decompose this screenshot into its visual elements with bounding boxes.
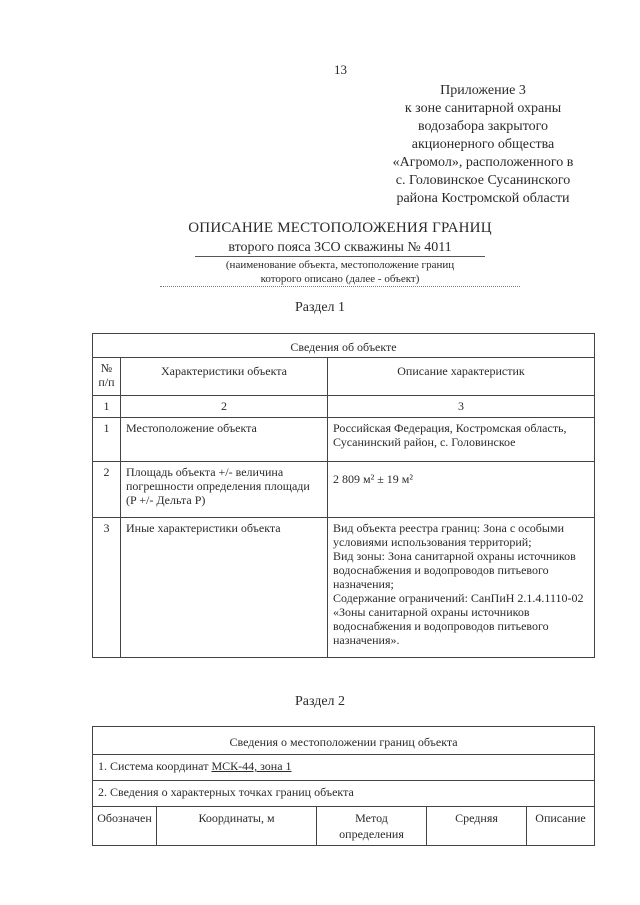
coordinate-system-value: МСК-44, зона 1 <box>211 759 292 773</box>
section1-title: Раздел 1 <box>294 300 346 315</box>
col-header-designation: Обозначен <box>93 807 157 846</box>
table-row <box>93 418 595 462</box>
subtitle-underline <box>195 256 485 257</box>
section2-title: Раздел 2 <box>294 694 346 709</box>
row-num: 3 <box>93 518 121 658</box>
page-number: 13 <box>334 62 347 77</box>
col-number: 2 <box>121 396 328 418</box>
appendix-line: Приложение 3 <box>440 83 526 98</box>
appendix-block <box>358 82 608 208</box>
table-caption: Сведения об объекте <box>93 334 595 358</box>
col-header-coordinates: Координаты, м <box>157 807 317 846</box>
row-description: 2 809 м² ± 19 м² <box>328 462 595 518</box>
points-info-row: 2. Сведения о характерных точках границ объекта <box>93 781 595 807</box>
appendix-line: водозабора закрытого <box>417 119 549 134</box>
title-note <box>180 258 500 286</box>
row-description: Российская Федерация, Костромская область, Сусанинский район, с. Головинское <box>328 418 595 462</box>
col-header-description: Описание характеристик <box>328 358 595 396</box>
row-characteristic: Местоположение объекта <box>121 418 328 462</box>
table-row <box>93 462 595 518</box>
title-note-line: (наименование объекта, местоположение границ <box>225 259 455 271</box>
appendix-line: с. Головинское Сусанинского <box>395 173 571 188</box>
col-header-characteristics: Характеристики объекта <box>121 358 328 396</box>
col-header-description: Описание <box>527 807 595 846</box>
appendix-line: акционерного общества <box>411 137 555 152</box>
boundary-info-table <box>92 726 595 846</box>
row-characteristic: Иные характеристики объекта <box>121 518 328 658</box>
table-caption: Сведения о местоположении границ объекта <box>93 727 595 755</box>
table-row <box>93 518 595 658</box>
col-number: 1 <box>93 396 121 418</box>
row-num: 2 <box>93 462 121 518</box>
row-characteristic: Площадь объекта +/- величина погрешности определения площади (P +/- Дельта P) <box>121 462 328 518</box>
document-title: ОПИСАНИЕ МЕСТОПОЛОЖЕНИЯ ГРАНИЦ <box>188 220 492 236</box>
coordinate-system-row <box>93 755 595 781</box>
appendix-line: к зоне санитарной охраны <box>404 101 562 116</box>
coordinate-system-label: 1. Система координат <box>98 759 212 773</box>
appendix-line: «Агромол», расположенного в <box>392 155 574 170</box>
note-divider <box>160 286 520 287</box>
col-header-method: Метод определения <box>317 807 427 846</box>
row-num: 1 <box>93 418 121 462</box>
col-header-mean: Средняя <box>427 807 527 846</box>
document-subtitle: второго пояса ЗСО скважины № 4011 <box>228 240 452 255</box>
col-header-num: № п/п <box>93 358 121 396</box>
row-description: Вид объекта реестра границ: Зона с особыми условиями использования территорий; Вид зоны: Зона санитарной охраны источников водоснабжения и водопроводов питьевого назначения; Содержание ограничений: СанПиН 2.1.4.1110-02 «Зоны санитарной охраны источников водоснабжения и водопроводов питьевого назначения». <box>328 518 595 658</box>
col-number: 3 <box>328 396 595 418</box>
object-info-table <box>92 333 595 658</box>
appendix-line: района Костромской области <box>396 191 570 206</box>
title-note-line: которого описано (далее - объект) <box>260 273 420 285</box>
